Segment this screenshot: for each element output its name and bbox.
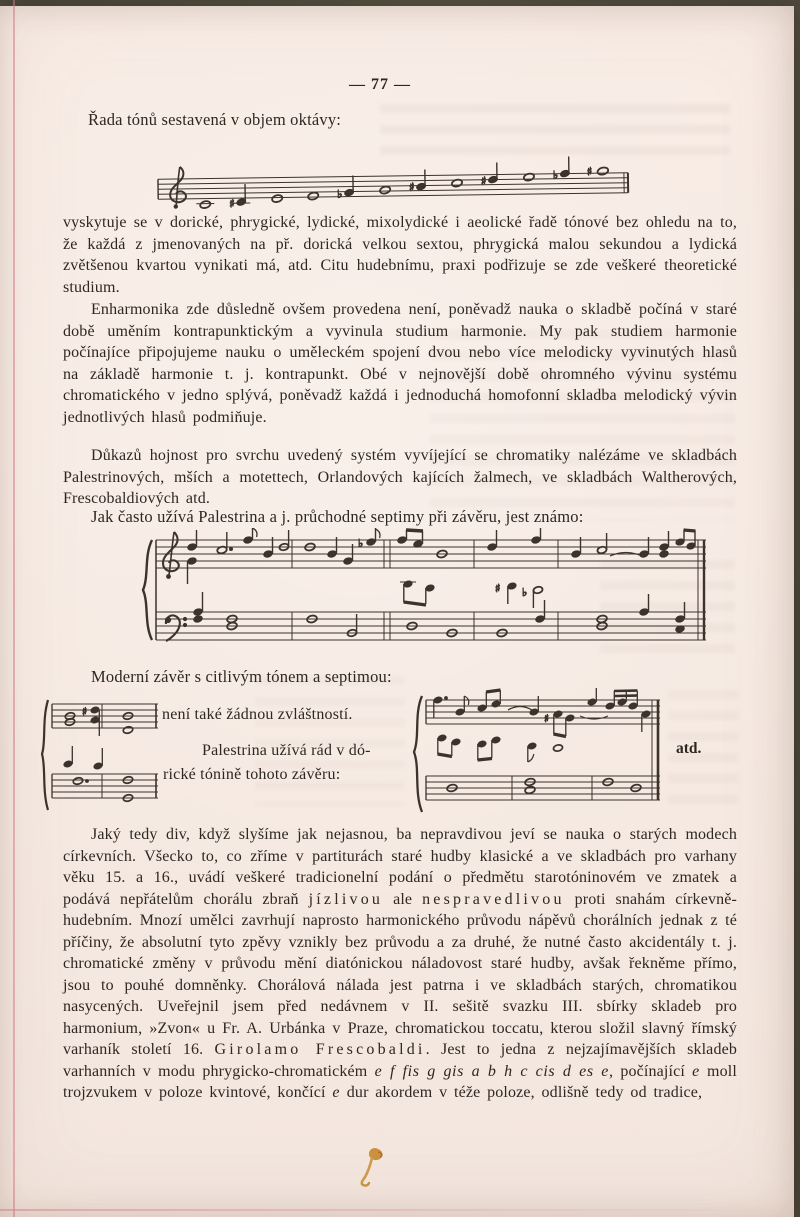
paragraph-1 (63, 212, 737, 298)
paragraph-4 (63, 824, 737, 1104)
text-segment: vyskytuje se v dorické, phrygické, lydické, mixolydické i aeolické řadě tónové bez ohledu na to, že každá z jmenovaných na př. dorická velkou sextou, phrygická malou sekundou a lydická zvětšenou kvartou vynikati má, atd. Citu hudebnímu, praxi podřizuje se zde veškeré theoretické studium. (63, 214, 737, 296)
scan-edge-right (794, 0, 800, 1217)
page-bleedthrough (255, 676, 405, 806)
text-segment: Důkazů hojnost pro svrchu uvedený systém vyvíjející se chromatiky nalézáme ve skladbách Palestrinových, mších a motettech, Orlandových kajících žalmech, ve skladbách Waltherových, Frescobaldiových atd. (63, 447, 737, 507)
note-no-special: není také žádnou zvláštností. (162, 706, 353, 723)
svg-text:♭: ♭ (552, 168, 559, 182)
svg-text:♯: ♯ (82, 706, 88, 718)
paragraph-3 (63, 445, 737, 510)
text-segment: . Jest to jedna z nejzajímavějších skladeb varhanních v modu phrygicko-chromatickém (63, 1041, 737, 1080)
svg-text:♯: ♯ (495, 582, 501, 595)
paragraph-2 (63, 299, 737, 428)
text-segment: Enharmonika zde důsledně ovšem provedena není, poněvadž nauka o skladbě počíná v staré době uměním kontrapunktickým a vyvinula studium harmonie. My pak studiem harmonie počínajíce připojujeme nauku o uměleckém spojení dvou nebo více melodicky vyvinutých hlasů na základě harmonie t. j. kontrapunkt. Obé v nejnovější době ohromného vývinu systému chromatického v jedno splývá, poněvadž každá i jednoduchá homofonní skladba melodický vývin jednotlivých hlasů podmiňuje. (63, 301, 737, 426)
brace-icon (143, 540, 152, 640)
svg-text:♭: ♭ (337, 187, 343, 201)
svg-text:♭: ♭ (522, 586, 528, 599)
heading-modern-cadence: Moderní závěr s citlivým tónem a septimou: (91, 667, 392, 686)
brace-icon (42, 700, 48, 810)
dorian-cadence-staff (412, 688, 667, 820)
text-segment: Girolamo Frescobaldi (214, 1041, 426, 1058)
scan-edge-bottom-line (0, 1209, 800, 1211)
heading-palestrina-usage: Jak často užívá Palestrina a j. průchodné septimy při závěru, jest známo: (91, 507, 584, 526)
text-segment: Jaký tedy div, když slyšíme jak nejasnou, ba nepravdivou jeví se nauka o starých modech církevních. Všecko to, co zříme v partiturách staré hudby klasické a ve skladbách pro varhany věku 15. a 16., uvádí veškeré tradicionelní podání o předmětu starotóninovém ve zmatek a podává nepřátelům chorálu zbraň (63, 826, 737, 908)
text-segment: e (692, 1062, 700, 1080)
text-segment: jízlivou (308, 890, 384, 908)
music-example-1 (150, 147, 636, 218)
svg-text:♯: ♯ (480, 174, 487, 188)
scan-edge-left-line (13, 0, 15, 1217)
svg-text:♯: ♯ (408, 180, 415, 194)
text-segment: e (332, 1084, 341, 1101)
note-palestrina-line1: Palestrina užívá rád v dó- (202, 742, 371, 759)
cadence-fragment-staff (40, 694, 160, 816)
music-example-2 (140, 528, 710, 660)
bass-voice-notes (446, 778, 641, 795)
text-segment: , počínající (609, 1062, 693, 1080)
text-segment: moll trojzvukem v poloze kvintové, končící (63, 1062, 737, 1101)
svg-text:♯: ♯ (586, 165, 593, 179)
staff-lines (52, 704, 158, 798)
grand-staff (140, 528, 710, 660)
note-palestrina-line2: rické tónině tohoto závěru: (163, 766, 341, 783)
music-example-3-left (40, 694, 160, 816)
middle-voice-notes (400, 580, 543, 608)
etc-label: atd. (676, 740, 702, 757)
brace-icon (414, 696, 422, 812)
page-number: — 77 — (349, 76, 411, 93)
scan-edge-top (0, 0, 800, 6)
middle-voice-notes (437, 734, 563, 762)
music-example-3-right (412, 688, 667, 820)
svg-text:♯: ♯ (544, 713, 550, 725)
treble-clef-icon (170, 167, 186, 209)
bass-voice-notes (193, 592, 685, 637)
tone-series-staff (150, 147, 636, 218)
text-segment: ale (383, 890, 423, 908)
svg-text:♭: ♭ (358, 537, 364, 550)
upper-voice-notes (187, 528, 696, 584)
treble-clef-icon (163, 532, 179, 579)
text-segment: dur akordem v téže poloze, odlišně tedy od tradice, (340, 1084, 703, 1101)
svg-text:♯: ♯ (229, 197, 235, 211)
heading-octave-series: Řada tónů sestavená v objem oktávy: (88, 110, 342, 129)
ink-stain (356, 1144, 390, 1190)
text-segment: proti snahám církevně-hudebním. Mnozí umělci zavrhují naprosto harmonického průvodu nápěvů chorálních jednak z té příčiny, že absolutní tyto zpěvy vznikly bez průvodu a za druhé, že nutné často akcidentály t. j. chromatické změny v průvodu mění diatónickou náladovost staré hudby, avšak řekněme přímo, jsou to pouhé domněnky. Chorálová nálada jest patrna i ve skladbách starých, chromatikou nasycených. Uveřejnil jsem před nedávnem v II. sešitě svazku III. sbírky skladeb pro harmonium, »Zvon« u Fr. A. Urbánka v Praze, chromatickou toccatu, kterou složil slavný římský varhaník století 16. (63, 890, 737, 1058)
text-segment: e f fis g gis a b h c cis d es e (374, 1062, 610, 1080)
text-segment: nespravedlivou (422, 890, 565, 908)
